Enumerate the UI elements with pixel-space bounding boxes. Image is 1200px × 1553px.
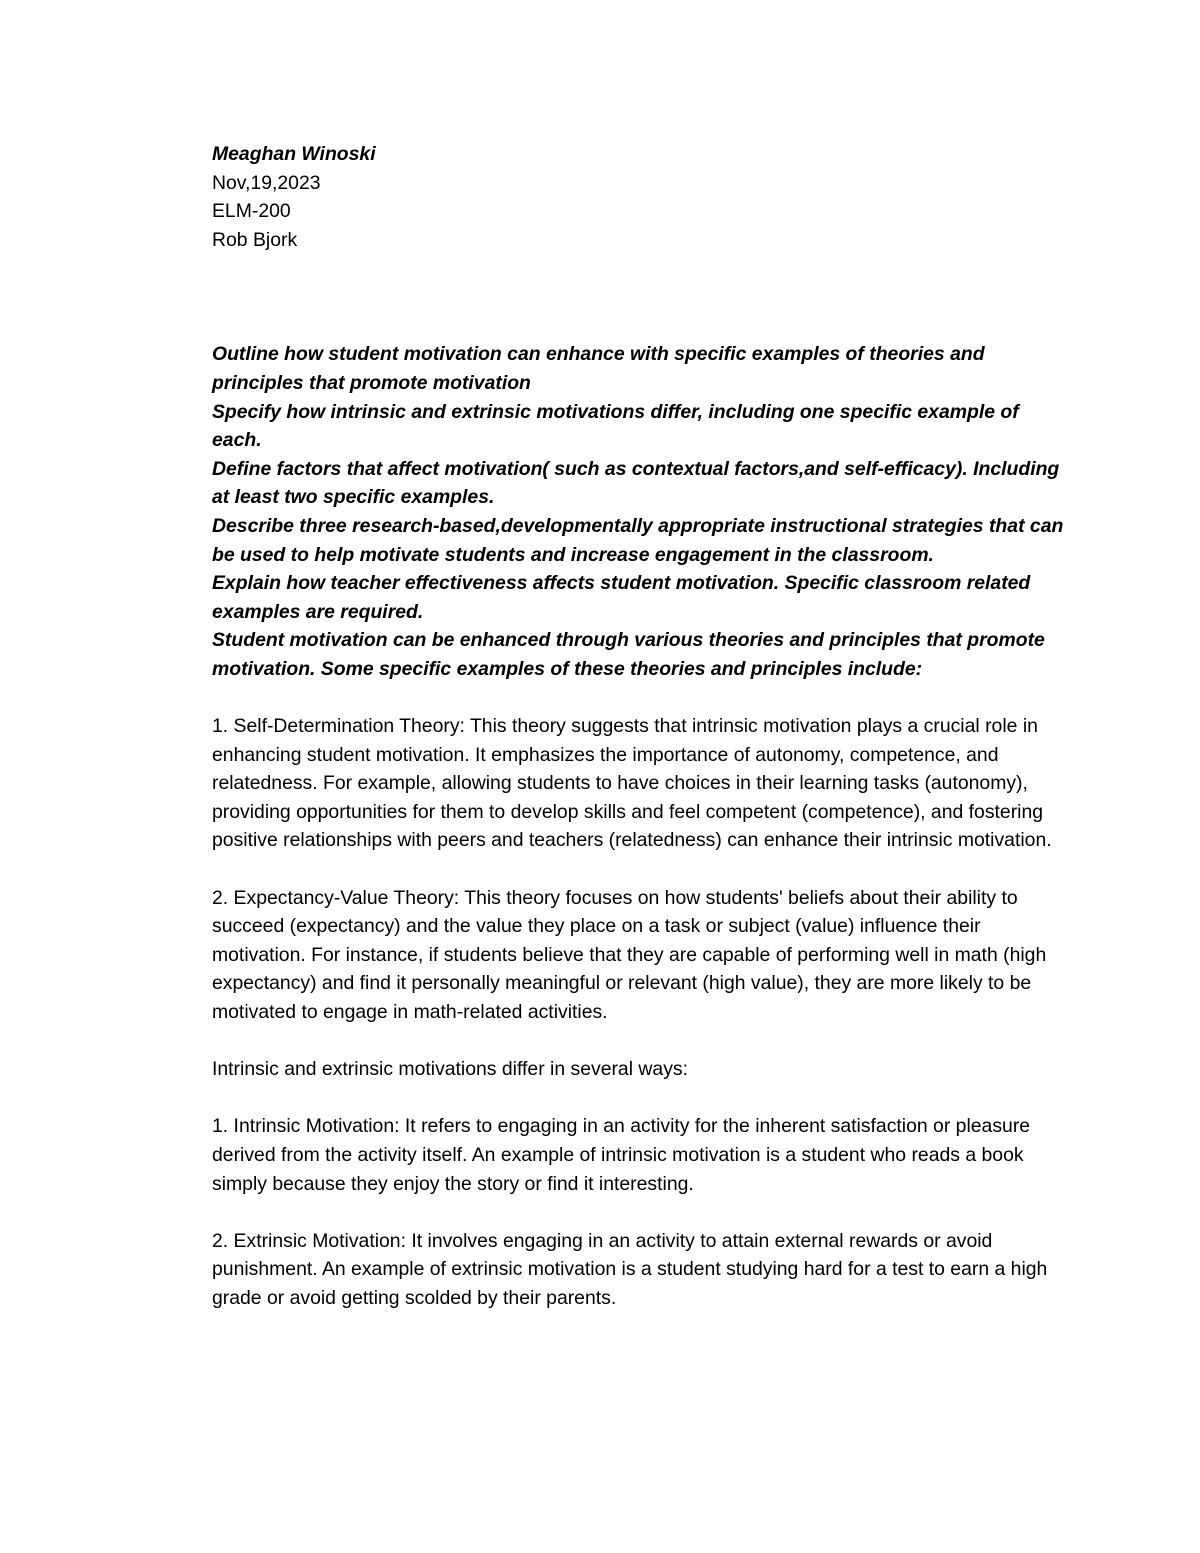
- document-date: Nov,19,2023: [212, 171, 321, 194]
- document-header: [212, 140, 1072, 254]
- paragraph-self-determination-theory: 1. Self-Determination Theory: This theory suggests that intrinsic motivation plays a crucial role in enhancing student motivation. It emphasizes the importance of autonomy, competence, and relatedness. For example, allowing students to have choices in their learning tasks (autonomy), providing opportunities for them to develop skills and feel competent (competence), and fostering positive relationships with peers and teachers (relatedness) can enhance their intrinsic motivation.: [212, 715, 1052, 852]
- instructor-name: Rob Bjork: [212, 228, 298, 251]
- course-code: ELM-200: [212, 200, 291, 223]
- prompt-item: Outline how student motivation can enhance with specific examples of theories and principles that promote motivation: [212, 343, 985, 394]
- document-page: [212, 140, 1072, 1341]
- paragraph-motivation-intro: Intrinsic and extrinsic motivations differ in several ways:: [212, 1058, 688, 1081]
- prompt-item: Describe three research-based,developmentally appropriate instructional strategies that can be used to help motivate students and increase engagement in the classroom.: [212, 514, 1064, 566]
- prompt-item: Define factors that affect motivation( such as contextual factors,and self-efficacy). Including at least two specific examples.: [212, 457, 1060, 509]
- author-name: Meaghan Winoski: [212, 143, 376, 165]
- paragraph-extrinsic-motivation: 2. Extrinsic Motivation: It involves engaging in an activity to attain external rewards or avoid punishment. An example of extrinsic motivation is a student studying hard for a test to earn a high grade or avoid getting scolded by their parents.: [212, 1229, 1048, 1309]
- assignment-prompts: [212, 340, 1072, 683]
- prompt-item: Specify how intrinsic and extrinsic motivations differ, including one specific example of each.: [212, 400, 1019, 452]
- prompt-item: Student motivation can be enhanced through various theories and principles that promote motivation. Some specific examples of these theories and principles include:: [212, 629, 1045, 680]
- header-spacer: [212, 254, 1072, 340]
- prompt-item: Explain how teacher effectiveness affects student motivation. Specific classroom related examples are required.: [212, 572, 1031, 623]
- essay-body: [212, 712, 1072, 1312]
- paragraph-expectancy-value-theory: 2. Expectancy-Value Theory: This theory focuses on how students' beliefs about their ability to succeed (expectancy) and the value they place on a task or subject (value) influence their motivation. For instance, if students believe that they are capable of performing well in math (high expectancy) and find it personally meaningful or relevant (high value), they are more likely to be motivated to engage in math-related activities.: [212, 886, 1047, 1024]
- paragraph-intrinsic-motivation: 1. Intrinsic Motivation: It refers to engaging in an activity for the inherent satisfaction or pleasure derived from the activity itself. An example of intrinsic motivation is a student who reads a book simply because they enjoy the story or find it interesting.: [212, 1115, 1031, 1195]
